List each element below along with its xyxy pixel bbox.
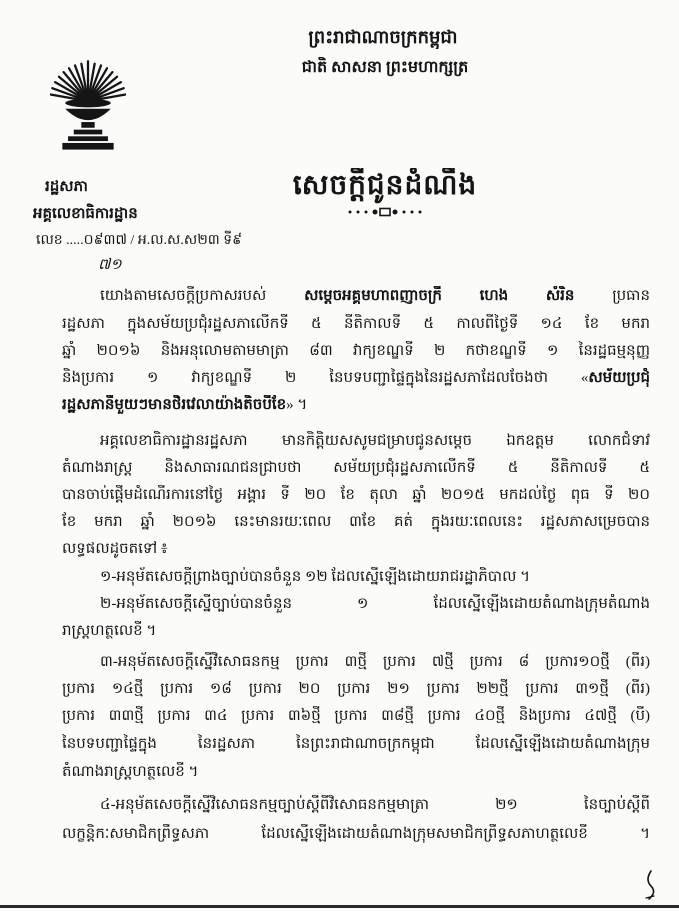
result-item-1: ១-អនុម័តសេចក្ដីព្រាងច្បាប់បានចំនួន ១២ ដែលស្នើឡើងដោយរាជរដ្ឋាភិបាល ។ bbox=[100, 569, 530, 585]
paragraph-2-line-4: ខែ មករា ឆ្នាំ ២០១៦ នេះមានរយៈពេល ៣ខែ គត់ ក្នុងរយៈពេលនេះ រដ្ឋសភាសម្រេចបាន bbox=[62, 514, 650, 530]
text-run: យោងតាមសេចក្ដីប្រកាសរបស់ bbox=[100, 288, 305, 304]
national-assembly-emblem-icon bbox=[50, 50, 126, 162]
result-item-3-line-2: ប្រការ ១៤ថ្មី ប្រការ ១៨ ប្រការ ២០ ប្រការ ២១ ប្រការ ២២ថ្មី ប្រការ ៣១ថ្មី (ពីរ) bbox=[62, 681, 650, 697]
text-run: » ។ bbox=[286, 397, 308, 413]
result-item-3-line-3: ប្រការ ៣៣ថ្មី ប្រការ ៣៤ ប្រការ ៣៦ថ្មី ប្រការ ៣៨ថ្មី ប្រការ ៤០ថ្មី និងប្រការ ៤៧ថ្មី (បី) bbox=[62, 708, 650, 724]
handwritten-initial-mark-icon bbox=[642, 868, 660, 902]
paragraph-2-line-2: តំណាងរាស្ត្រ និងសាធារណជនជ្រាបថា សម័យប្រជុំរដ្ឋសភាលើកទី ៥ នីតិកាលទី ៥ bbox=[62, 460, 650, 476]
president-name: សម្ដេចអគ្គមហាពញាចក្រី ហេង សំរិន bbox=[304, 288, 575, 304]
document-title: សេចក្ដីជូនដំណឹង bbox=[292, 170, 478, 201]
text-run: ប្រធាន bbox=[574, 288, 650, 304]
institution-name: រដ្ឋសភា bbox=[45, 179, 88, 195]
result-item-2-line-2: រាស្ត្រហត្ថលេខី ។ bbox=[62, 623, 157, 639]
page-bottom-edge bbox=[0, 905, 679, 908]
text-run: ឆ្នាំ ២០១៦ និងអនុលោមតាមមាត្រា ៨៣ វាក្យខណ្ឌទី ២ កថាខណ្ឌទី ១ នៃរដ្ឋធម្មនុញ្ញ bbox=[62, 343, 650, 359]
quoted-rule-bold: សម័យប្រជុំ bbox=[588, 370, 650, 386]
text-run: និងប្រការ ១ វាក្យខណ្ឌទី ២ នៃបទបញ្ជាផ្ទៃក្នុងនៃរដ្ឋសភាដែលចែងថា « bbox=[62, 370, 589, 386]
paragraph-2-line-3: បានចាប់ផ្ដើមដំណើរការនៅថ្ងៃ អង្គារ ទី ២០ ខែ តុលា ឆ្នាំ ២០១៥ មកដល់ថ្ងៃ ពុធ ទី ២០ bbox=[62, 487, 650, 503]
reference-number: លេខ .....០៩៣៧ / អ.ល.ស.ស២៣ ទី៩ bbox=[36, 233, 243, 248]
handwritten-note: ៧១ bbox=[98, 257, 122, 273]
text-run: រដ្ឋសភា ក្នុងសម័យប្រជុំរដ្ឋសភាលើកទី ៥ នីតិកាលទី ៥ កាលពីថ្ងៃទី ១៤ ខែ មករា bbox=[62, 316, 650, 332]
quoted-rule-bold: រដ្ឋសភានីមួយៗមានថិរវេលាយ៉ាងតិចបីខែ bbox=[62, 397, 287, 413]
result-item-4-line-2: លក្ខន្តិកៈសមាជិកព្រឹទ្ធសភា ដែលស្នើឡើងដោយតំណាងក្រុមសមាជិកព្រឹទ្ធសភាហត្ថលេខី ។ bbox=[62, 826, 650, 842]
kingdom-heading: ព្រះរាជាណាចក្រកម្ពុជា bbox=[308, 27, 458, 47]
result-item-3-line-5: តំណាងរាស្ត្រហត្ថលេខី ។ bbox=[62, 764, 199, 780]
paragraph-2-line-5: លទ្ធផលដូចតទៅ ៖ bbox=[62, 541, 168, 557]
title-ornament-icon bbox=[340, 204, 430, 214]
paragraph-2-line-1: អគ្គលេខាធិការដ្ឋានរដ្ឋសភា មានកិត្តិយសសូមជម្រាបជូនសម្ដេច ឯកឧត្ដម លោកជំទាវ bbox=[100, 433, 650, 449]
paragraph-1-line-4 bbox=[62, 368, 650, 388]
paragraph-1-line-1 bbox=[100, 286, 650, 306]
paragraph-1-line-3 bbox=[62, 341, 650, 361]
paragraph-1-line-2 bbox=[62, 314, 650, 334]
result-item-4-line-1: ៤-អនុម័តសេចក្ដីស្នើវិសោធនកម្មច្បាប់ស្ដីពីវិសោធនកម្មមាត្រា ២១ នៃច្បាប់ស្ដីពី bbox=[100, 797, 650, 813]
result-item-2-line-1: ២-អនុម័តសេចក្ដីស្នើច្បាប់បានចំនួន ១ ដែលស្នើឡើងដោយតំណាងក្រុមតំណាង bbox=[100, 596, 650, 612]
paragraph-1-line-5 bbox=[62, 395, 650, 415]
result-item-3-line-1: ៣-អនុម័តសេចក្ដីស្នើវិសោធនកម្ម ប្រការ ៣ថ្មី ប្រការ ៧ថ្មី ប្រការ ៨ ប្រការ១០ថ្មី (ពីរ) bbox=[100, 654, 650, 670]
department-name: អគ្គលេខាធិការដ្ឋាន bbox=[33, 206, 138, 222]
national-motto: ជាតិ សាសនា ព្រះមហាក្សត្រ bbox=[301, 59, 469, 76]
result-item-3-line-4: នៃបទបញ្ជាផ្ទៃក្នុង នៃរដ្ឋសភា នៃព្រះរាជាណាចក្រកម្ពុជា ដែលស្នើឡើងដោយតំណាងក្រុម bbox=[62, 736, 650, 752]
